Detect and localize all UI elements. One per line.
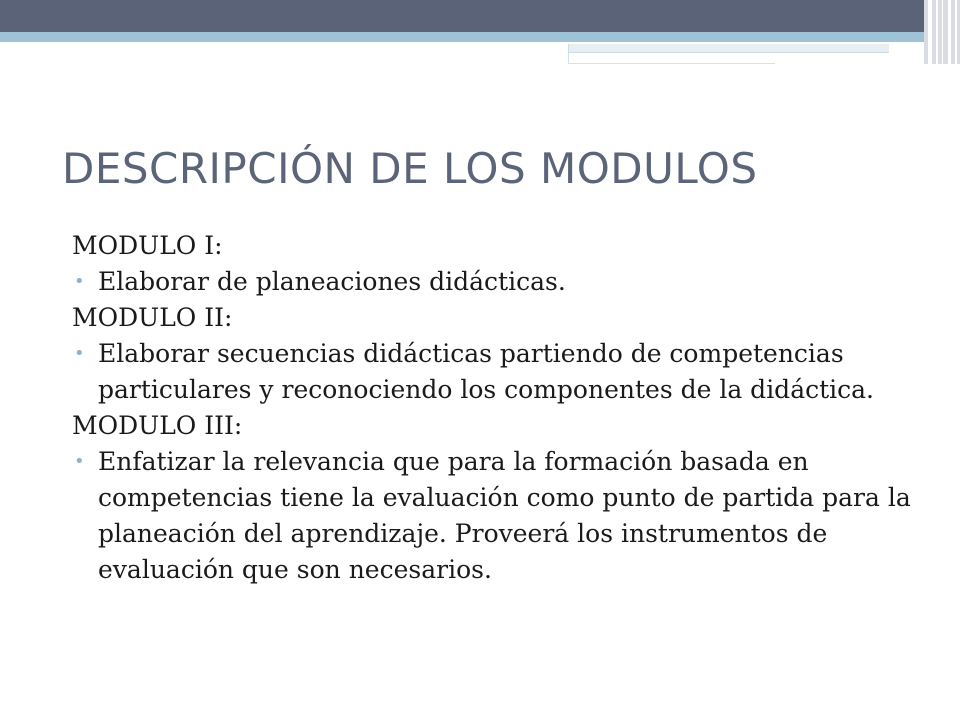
module-heading: MODULO II: [72,303,233,332]
module-bullet-text: Enfatizar la relevancia que para la formación basada en competencias tiene la evaluación como punto de partida para la planeación del aprendizaje. Proveerá los instrumentos de evaluación que son necesarios. [98,447,911,584]
module-bullet-text: Elaborar de planeaciones didácticas. [98,267,566,296]
module-bullet-text: Elaborar secuencias didácticas partiendo de competencias particulares y reconociendo los componentes de la didáctica. [98,339,874,404]
bullet-dot-icon: • [74,343,85,364]
module-bullet [72,264,932,300]
module-bullet [72,444,932,588]
header-tab-lower-decoration [568,53,775,64]
header-tab-decoration [568,44,889,53]
header-stripes-decoration [924,0,960,64]
slide-title: DESCRIPCIÓN DE LOS MODULOS [62,144,758,193]
module-bullet [72,336,932,408]
header-band [0,0,960,32]
header-tab-right-decoration [776,53,888,63]
bullet-dot-icon: • [74,451,85,472]
module-heading: MODULO I: [72,231,223,260]
bullet-dot-icon: • [74,271,85,292]
slide-body [72,228,932,588]
module-heading: MODULO III: [72,411,243,440]
